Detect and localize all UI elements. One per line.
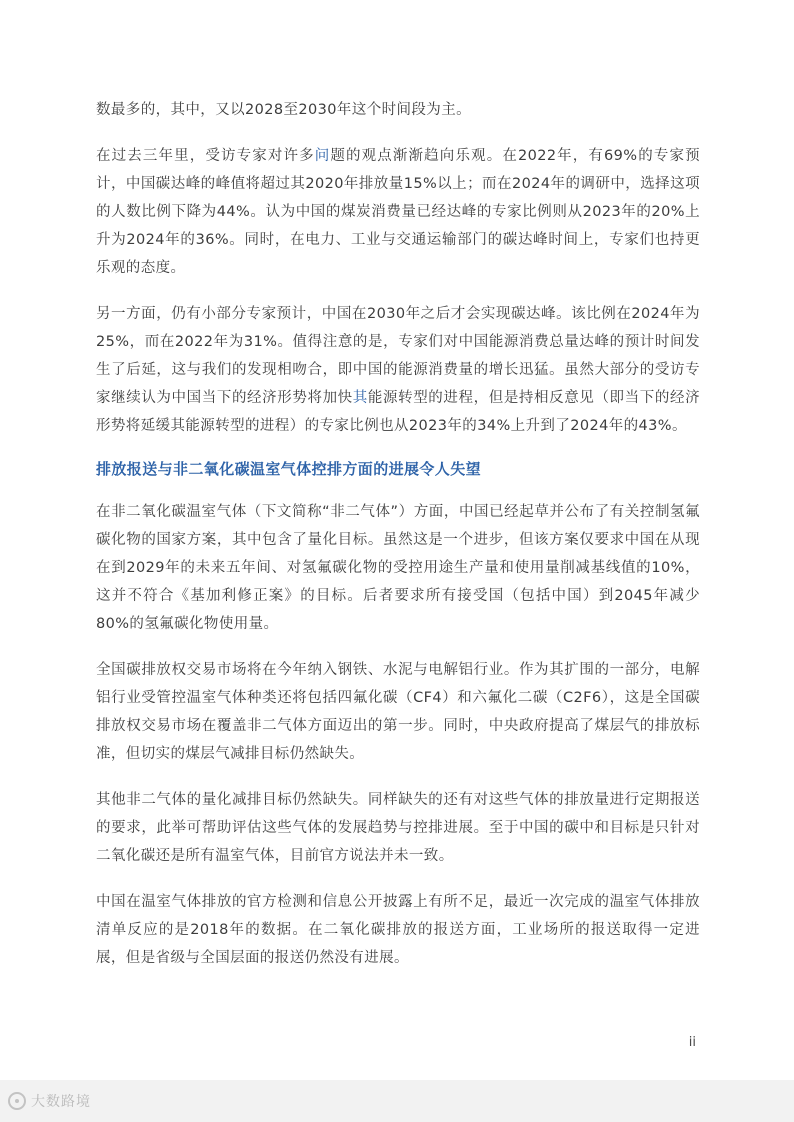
text-segment: 题的观点渐渐趋向乐观。在2022年，有69%的专家预计，中国碳达峰的峰值将超过其2020年排放量15%以上；而在2024年的调研中，选择这项的人数比例下降为44%。认为中国的煤炭消费量已经达峰的专家比例则从2023年的20%上升为2024年的36%。同时，在电力、工业与交通运输部门的碳达峰时间上，专家们也持更乐观的态度。 (96, 148, 700, 276)
paragraph (96, 888, 700, 972)
text-segment: 中国在温室气体排放的官方检测和信息公开披露上有所不足，最近一次完成的温室气体排放清单反应的是2018年的数据。在二氧化碳排放的报送方面，工业场所的报送取得一定进展，但是省级与全国层面的报送仍然没有进展。 (96, 894, 700, 966)
inline-link[interactable]: 其 (352, 390, 368, 406)
paragraph (96, 786, 700, 870)
text-segment: 全国碳排放权交易市场将在今年纳入钢铁、水泥与电解铝行业。作为其扩围的一部分，电解铝行业受管控温室气体种类还将包括四氟化碳（CF4）和六氟化二碳（C2F6），这是全国碳排放权交易市场在覆盖非二气体方面迈出的第一步。同时，中央政府提高了煤层气的排放标准，但切实的煤层气减排目标仍然缺失。 (96, 662, 700, 762)
watermark-logo-icon (8, 1092, 26, 1110)
text-segment: 数最多的，其中，又以2028至2030年这个时间段为主。 (96, 102, 472, 118)
watermark-text: 大数路境 (31, 1094, 91, 1110)
paragraph (96, 142, 700, 282)
text-segment: 能源转型的进程，但是持相反意见（即当下的经济形势将延缓其能源转型的进程）的专家比例也从2023年的34%上升到了2024年的43%。 (96, 390, 700, 434)
paragraph (96, 96, 700, 124)
page-content (96, 96, 700, 990)
page-number: ii (688, 1035, 696, 1050)
inline-link[interactable]: 问 (314, 148, 331, 164)
paragraph (96, 656, 700, 768)
text-segment: 其他非二气体的量化减排目标仍然缺失。同样缺失的还有对这些气体的排放量进行定期报送的要求，此举可帮助评估这些气体的发展趋势与控排进展。至于中国的碳中和目标是只针对二氧化碳还是所有温室气体，目前官方说法并未一致。 (96, 792, 700, 864)
paragraph (96, 300, 700, 440)
text-segment: 另一方面，仍有小部分专家预计，中国在2030年之后才会实现碳达峰。该比例在2024年为25%，而在2022年为31%。值得注意的是，专家们对中国能源消费总量达峰的预计时间发生了后延，这与我们的发现相吻合，即中国的能源消费量的增长迅猛。虽然大部分的受访专家继续认为中国当下的经济形势将加快 (96, 306, 700, 406)
footer-band (0, 1080, 794, 1122)
section-heading: 排放报送与非二氧化碳温室气体控排方面的进展令人失望 (96, 460, 482, 478)
paragraph (96, 498, 700, 638)
watermark (8, 1091, 91, 1111)
text-segment: 在非二氧化碳温室气体（下文简称“非二气体”）方面，中国已经起草并公布了有关控制氢氟碳化物的国家方案，其中包含了量化目标。虽然这是一个进步，但该方案仅要求中国在从现在到2029年的未来五年间、对氢氟碳化物的受控用途生产量和使用量削减基线值的10%，这并不符合《基加利修正案》的目标。后者要求所有接受国（包括中国）到2045年减少80%的氢氟碳化物使用量。 (96, 504, 700, 632)
text-segment: 在过去三年里，受访专家对许多 (96, 148, 315, 164)
